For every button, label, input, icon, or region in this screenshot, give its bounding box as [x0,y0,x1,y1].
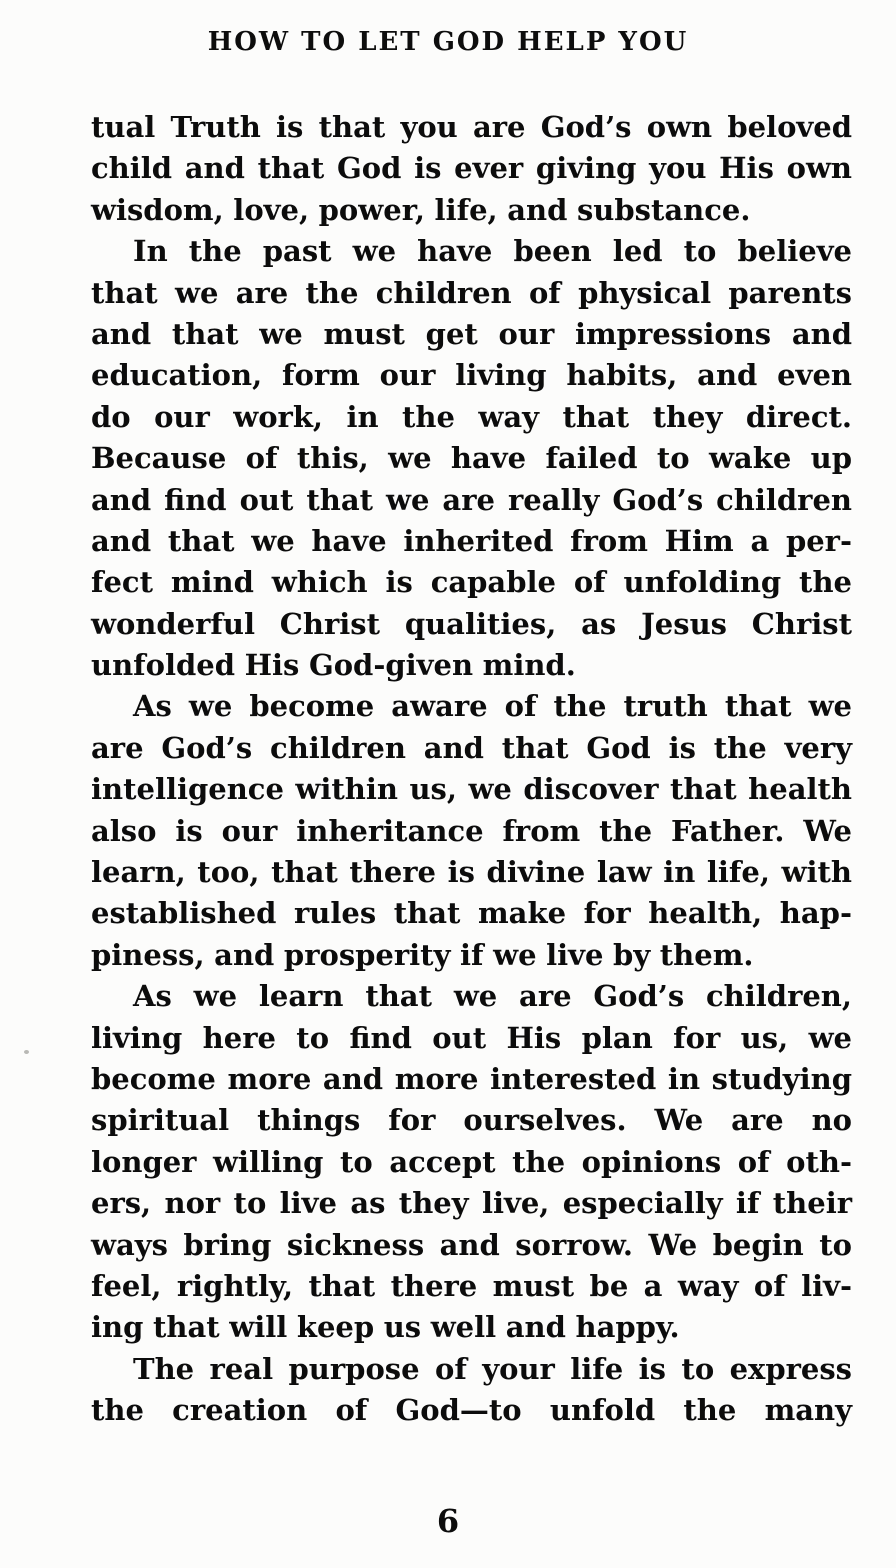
text-line: tual Truth is that you are God’s own beloved [91,110,852,144]
text-line: The real purpose of your life is to express [133,1351,852,1386]
text-line: living here to find out His plan for us, we [91,1020,852,1055]
text-line: established rules that make for health, hap- [91,896,852,931]
text-line: learn, too, that there is divine law in life, with [91,855,852,890]
text-line: feel, rightly, that there must be a way of liv- [91,1268,852,1303]
text-line: longer willing to accept the opinions of oth- [91,1144,852,1179]
text-line: intelligence within us, we discover that health [91,772,852,807]
text-line: also is our inheritance from the Father. We [91,813,852,848]
text-line: and that we must get our impressions and [91,316,852,351]
text-line: ways bring sickness and sorrow. We begin to [91,1227,852,1262]
text-line: spiritual things for ourselves. We are no [91,1103,852,1138]
text-line: fect mind which is capable of unfolding the [91,565,852,600]
running-head: HOW TO LET GOD HELP YOU [207,27,689,57]
text-line: Because of this, we have failed to wake up [91,441,852,476]
text-line: that we are the children of physical parents [91,275,852,310]
text-line: wisdom, love, power, life, and substance. [91,192,751,227]
text-line: do our work, in the way that they direct. [91,399,852,434]
text-line: education, form our living habits, and even [91,358,852,393]
text-line: ing that will keep us well and happy. [91,1310,680,1345]
text-line: As we learn that we are God’s children, [133,979,852,1014]
text-line: ers, nor to live as they live, especially if their [91,1186,852,1221]
text-line: and find out that we are really God’s children [91,482,852,517]
text-line: become more and more interested in studying [91,1061,852,1096]
text-line: wonderful Christ qualities, as Jesus Christ [91,606,852,641]
text-line: child and that God is ever giving you His own [91,151,852,186]
text-line: the creation of God—to unfold the many [91,1393,852,1428]
scan-artifact [24,1050,29,1054]
page-number: 6 [436,1502,460,1540]
text-line: In the past we have been led to believe [133,234,852,269]
text-line: and that we have inherited from Him a per- [91,523,852,558]
text-line: unfolded His God-given mind. [91,648,576,683]
text-line: As we become aware of the truth that we [133,689,852,724]
page-body-text [91,107,852,1432]
text-line: piness, and prosperity if we live by them. [91,937,754,972]
text-line: are God’s children and that God is the very [91,730,852,765]
